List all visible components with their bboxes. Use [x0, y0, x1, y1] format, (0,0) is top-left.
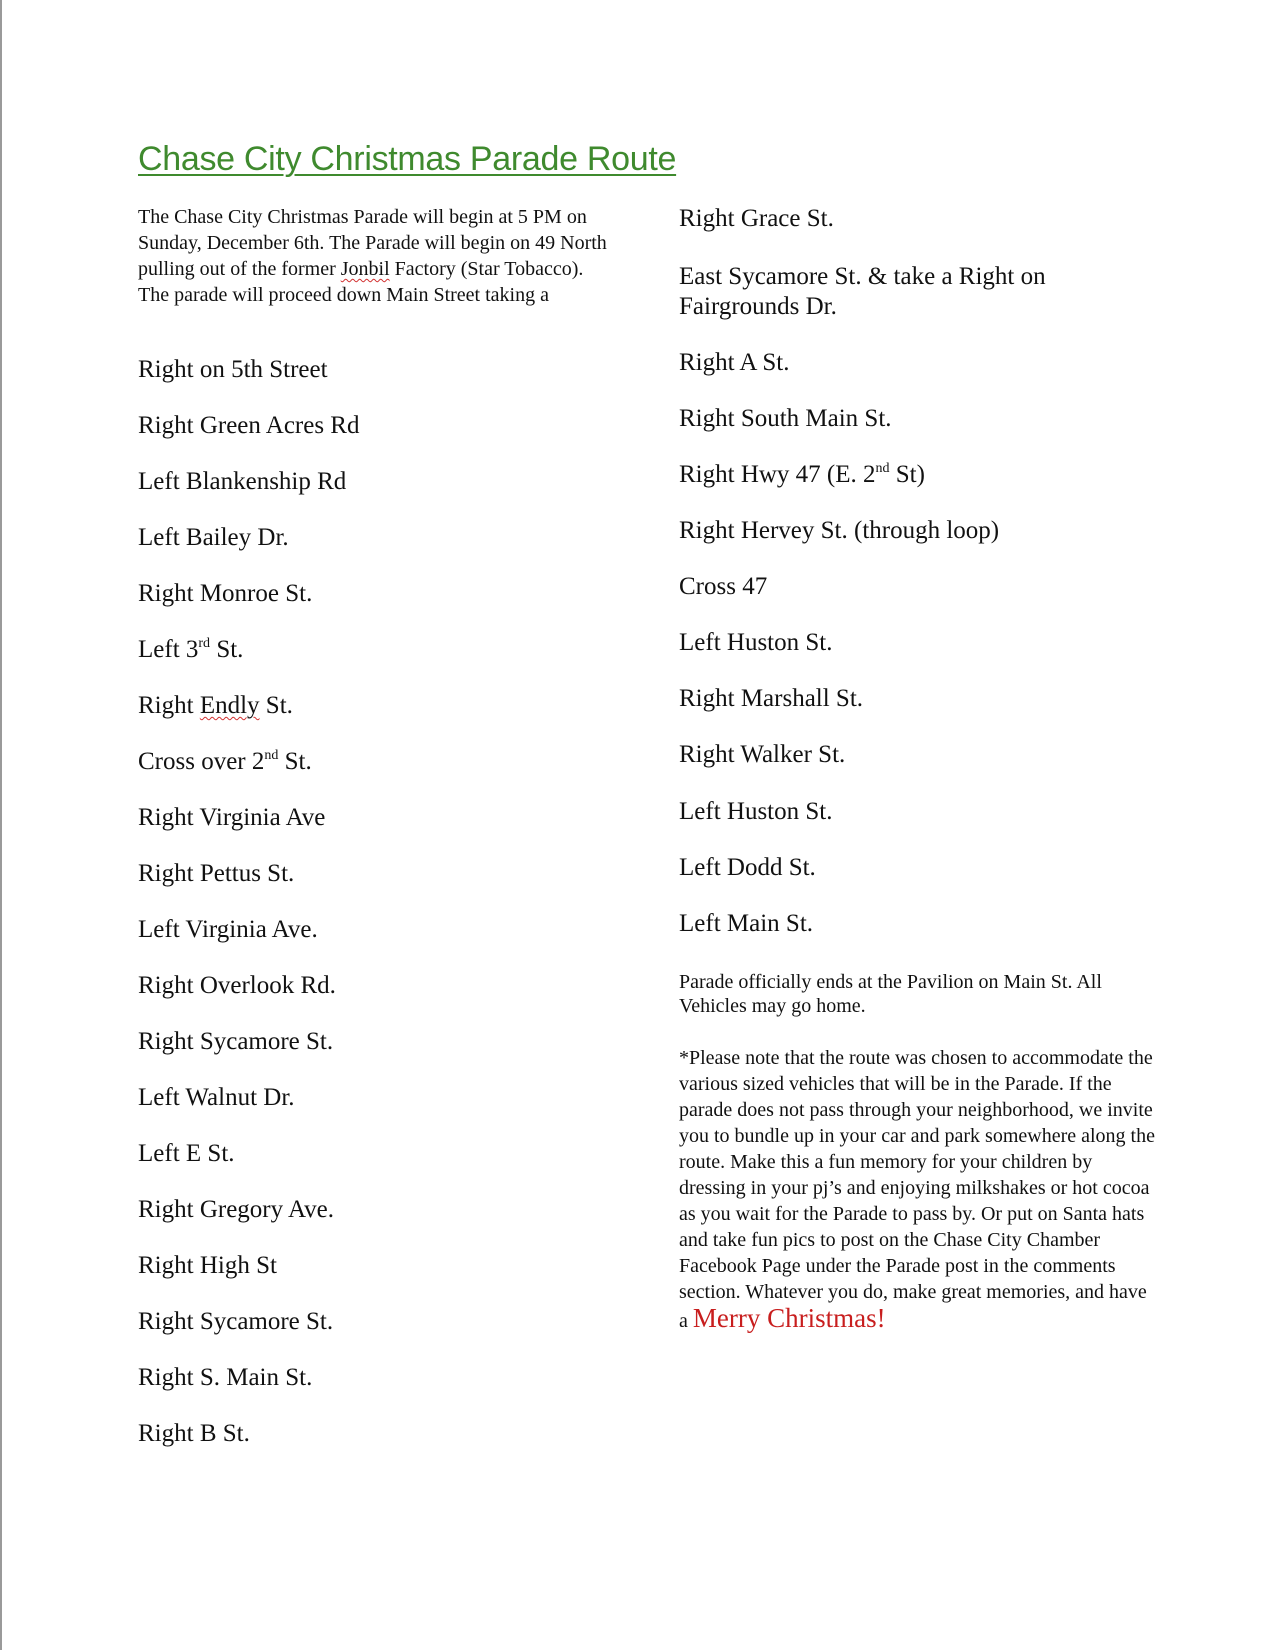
route-step: Right Sycamore St.: [138, 1028, 334, 1055]
route-step: Right Marshall St.: [679, 685, 864, 712]
route-step: Right Gregory Ave.: [138, 1196, 335, 1223]
intro-paragraph: [138, 204, 618, 308]
note-exclamation: !: [876, 1303, 886, 1333]
route-step: East Sycamore St. & take a Right on Fairgrounds Dr.: [679, 263, 1046, 320]
route-step: Left Dodd St.: [679, 854, 816, 881]
route-step: Right Walker St.: [679, 741, 846, 768]
route-step: Right Virginia Ave: [138, 804, 326, 831]
merry-christmas-text: Merry Christmas: [692, 1303, 877, 1333]
route-step: Right High St: [138, 1252, 277, 1279]
route-step-text: St): [889, 461, 925, 488]
route-step: Right Pettus St.: [138, 860, 295, 887]
route-step: [138, 691, 293, 721]
ordinal-suffix: rd: [198, 636, 211, 651]
route-step: Cross 47: [679, 573, 768, 600]
route-step: Right Overlook Rd.: [138, 972, 336, 999]
route-step: Left Huston St.: [679, 629, 833, 656]
route-step: Left Main St.: [679, 910, 814, 937]
route-step: Right South Main St.: [679, 405, 892, 432]
route-step: Left Bailey Dr.: [138, 524, 289, 551]
route-step: Right on 5th Street: [138, 356, 328, 383]
intro-text-before: The Chase City Christmas Parade will begin at 5 PM on Sunday, December 6th. The Parade will begin on 49 North pulling out of the former: [138, 206, 607, 280]
route-step: [679, 460, 925, 490]
route-step: Right Sycamore St.: [138, 1308, 334, 1335]
route-step: Right S. Main St.: [138, 1364, 313, 1391]
misspelled-word: Endly: [199, 692, 260, 719]
route-step: Left Blankenship Rd: [138, 468, 347, 495]
intro-misspelled-word: Jonbil: [340, 258, 390, 280]
route-step: Left Huston St.: [679, 798, 833, 825]
route-step-text: St.: [278, 748, 312, 775]
route-step-text: St.: [210, 636, 244, 663]
route-step: [138, 635, 243, 665]
route-step: Right Monroe St.: [138, 580, 313, 607]
route-step-text: Right Hwy 47 (E. 2: [679, 461, 876, 488]
route-step: Right Grace St.: [679, 205, 834, 232]
route-step: Right Hervey St. (through loop): [679, 517, 1000, 544]
ordinal-suffix: nd: [875, 461, 890, 476]
route-step: Left Virginia Ave.: [138, 916, 318, 943]
ordinal-suffix: nd: [264, 748, 279, 763]
page-title: Chase City Christmas Parade Route: [138, 140, 677, 178]
route-step: Right Green Acres Rd: [138, 412, 360, 439]
note-text: *Please note that the route was chosen to accommodate the various sized vehicles that will be in the Parade. If the parade does not pass through your neighborhood, we invite you to bundle up in your car and park somewhere along the route. Make this a fun memory for your children by dressing in your pj’s and enjoying milkshakes or hot cocoa as you wait for the Parade to pass by. Or put on Santa hats and take fun pics to post on the Chase City Chamber Facebook Page under the Parade post in the comments section. Whatever you do, make great memories, and have a: [679, 1047, 1155, 1332]
route-step-text: Left 3: [138, 636, 199, 663]
parade-ending-text: Parade officially ends at the Pavilion on Main St. All Vehicles may go home.: [679, 971, 1102, 1017]
route-step: Left E St.: [138, 1140, 235, 1167]
route-step-text: Right: [138, 692, 200, 719]
intro-text-after: Factory (Star Tobacco). The parade will proceed down Main Street taking a: [138, 258, 584, 306]
route-step: Right B St.: [138, 1420, 250, 1447]
route-step: Left Walnut Dr.: [138, 1084, 295, 1111]
route-step-text: St.: [259, 692, 293, 719]
route-step: Right A St.: [679, 349, 790, 376]
route-step: [138, 747, 312, 777]
page-edge: [0, 0, 2, 1650]
route-step-text: Cross over 2: [138, 748, 265, 775]
note-paragraph: [679, 1045, 1159, 1334]
